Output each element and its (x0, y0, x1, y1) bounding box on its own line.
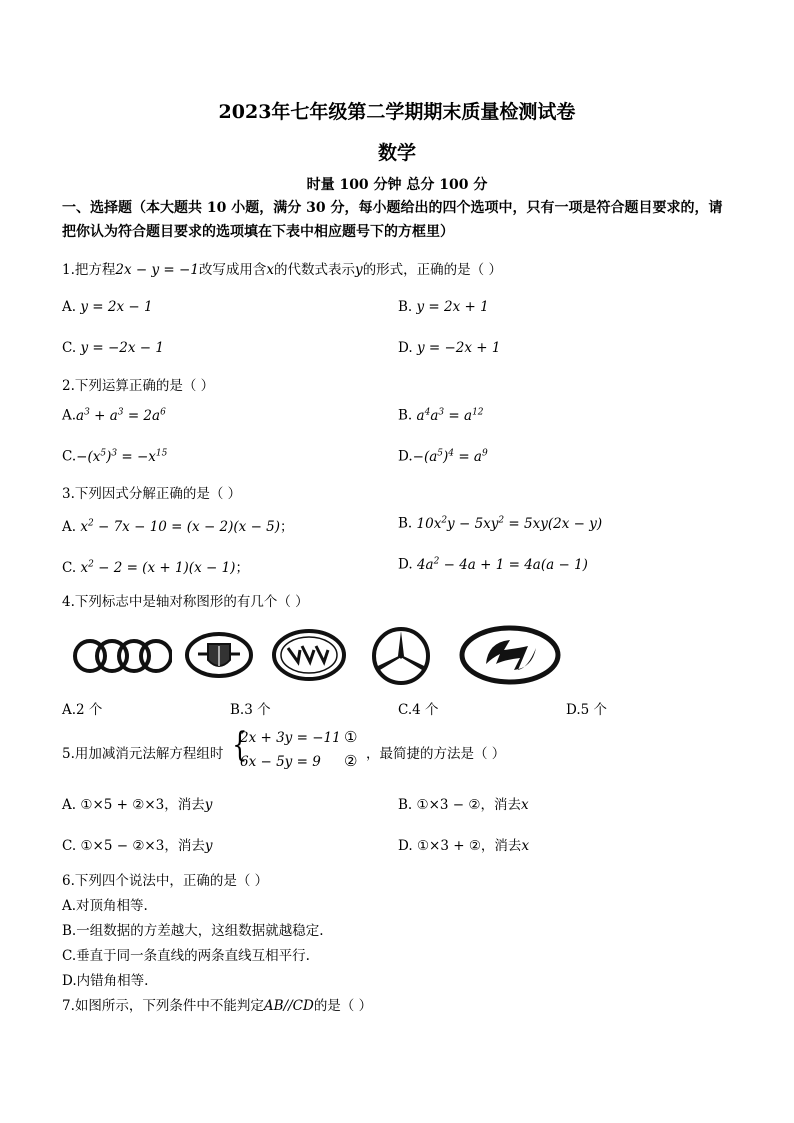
question-2-option-d: $D.-(a^5)^4 = a^9$ (398, 448, 488, 465)
question-4-stem: 4.下列标志中是轴对称图形的有几个（ ） (62, 594, 309, 610)
question-3-option-a: A. $x^2 - 7x - 10 = (x - 2)(x - 5)$； (62, 518, 294, 535)
question-5-option-a: A. ①×5 + ②×3，消去y (62, 797, 213, 813)
question-1-option-a: A. y = 2x − 1 (62, 299, 153, 315)
shield-logo (184, 630, 254, 680)
question-6-option-c: C.垂直于同一条直线的两条直线互相平行. (62, 948, 310, 964)
question-7-stem: 7.如图所示，下列条件中不能判定AB//CD的是（ ） (62, 998, 373, 1014)
question-3-stem: 3.下列因式分解正确的是（ ） (62, 486, 242, 502)
buick-logo (270, 628, 348, 682)
question-4-option-c: C.4 个 (398, 702, 439, 718)
question-3-option-c: C. $x^2 - 2 = (x + 1)(x - 1)$； (62, 559, 249, 576)
page-title: 2023年七年级第二学期期末质量检测试卷 (218, 101, 576, 123)
question-1-option-c: C. y = −2x − 1 (62, 340, 164, 356)
equation-2-mark: ② (344, 752, 358, 770)
hyundai-logo (458, 624, 562, 686)
logo-row (72, 622, 562, 688)
question-6-option-b: B.一组数据的方差越大，这组数据就越稳定. (62, 923, 324, 939)
question-1-option-d: D. y = −2x + 1 (398, 340, 501, 356)
question-6-option-a: A.对顶角相等. (62, 898, 148, 914)
question-3-option-d: D. $4a^2 - 4a + 1 = 4a(a - 1)$ (398, 556, 588, 573)
section-heading: 一、选择题（本大题共 10 小题，满分 30 分，每小题给出的四个选项中，只有一项是符合题目要求的，请把你认为符合题目要求的选项填在下表中相应题号下的方框里） (62, 200, 723, 240)
question-6-option-d: D.内错角相等. (62, 973, 149, 989)
mercedes-logo (366, 626, 436, 686)
question-1-option-b: B. y = 2x + 1 (398, 299, 489, 315)
question-5-stem-b: ，最简捷的方法是（ ） (366, 746, 506, 762)
question-6-stem: 6.下列四个说法中，正确的是（ ） (62, 873, 269, 889)
question-2-option-c: $C.-(x^5)^3 = -x^{15}$ (62, 448, 168, 465)
equation-1-mark: ① (344, 728, 358, 746)
audi-logo (72, 634, 172, 678)
question-5-stem-a: 5.用加减消元法解方程组时 (62, 746, 224, 762)
question-5-option-c: C. ①×5 − ②×3，消去y (62, 838, 213, 854)
question-3-option-b: B. $10x^2y - 5xy^2 = 5xy(2x - y)$ (398, 515, 603, 532)
equation-1: 2x + 3y = −11 (240, 730, 341, 746)
question-1-stem: 1.把方程2x − y = −1改写成用含x的代数式表示y的形式，正确的是（ ） (62, 262, 502, 278)
system-brace: { (232, 725, 248, 765)
question-2-stem: 2.下列运算正确的是（ ） (62, 378, 215, 394)
question-4-option-d: D.5 个 (566, 702, 608, 718)
question-4-option-b: B.3 个 (230, 702, 271, 718)
equation-2: 6x − 5y = 9 (240, 754, 321, 770)
time-score-line: 时量 100 分钟 总分 100 分 (306, 177, 488, 193)
question-2-option-a: $A.a^3 + a^3 = 2a^6$ (62, 407, 166, 424)
question-2-option-b: B. $a^4a^3 = a^{12}$ (398, 407, 484, 424)
subject-title: 数学 (377, 142, 416, 164)
question-5-option-d: D. ①×3 + ②，消去x (398, 838, 530, 854)
question-4-option-a: A.2 个 (62, 702, 103, 718)
question-5-option-b: B. ①×3 − ②，消去x (398, 797, 529, 813)
